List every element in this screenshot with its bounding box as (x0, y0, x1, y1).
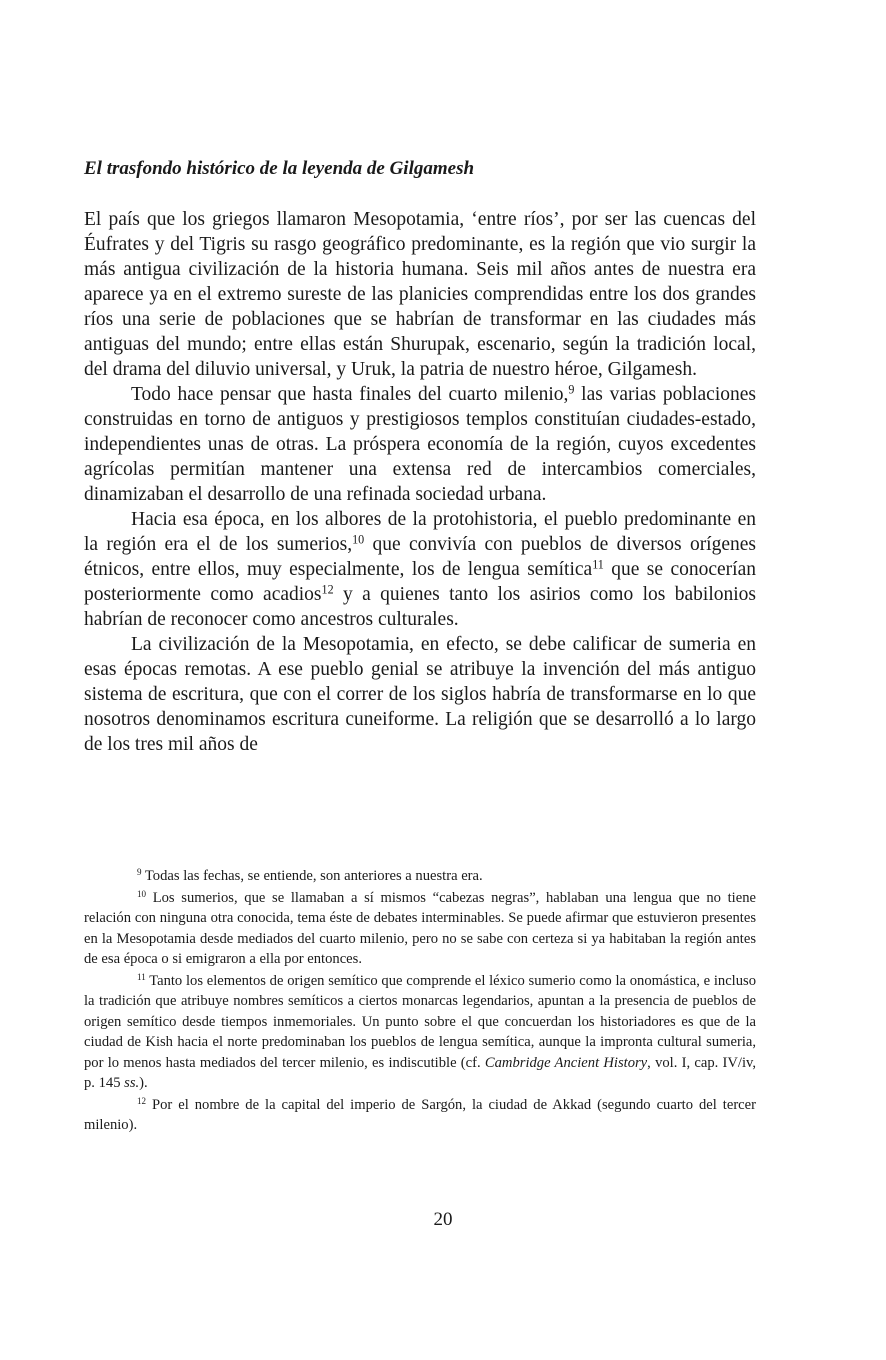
footnote-ref-11: 11 (592, 557, 604, 572)
main-text (84, 207, 756, 757)
footnotes (84, 866, 756, 1136)
footnote-ref-10: 10 (352, 532, 365, 547)
paragraph-1: El país que los griegos llamaron Mesopotamia, ‘entre ríos’, por ser las cuencas del Éufrates y del Tigris su rasgo geográfico predominante, es la región que vio surgir la más antigua civilización de la historia humana. Seis mil años antes de nuestra era aparece ya en el extremo sureste de las planicies comprendidas entre los dos grandes ríos una serie de poblaciones que se habrían de transformar en las ciudades más antiguas del mundo; entre ellas están Shurupak, escenario, según la tradición local, del drama del diluvio universal, y Uruk, la patria de nuestro héroe, Gilgamesh. (84, 209, 756, 380)
footnote-ref-9: 9 (568, 382, 575, 397)
footnote-11: $^{11}$ Tanto los elementos de origen semítico que comprende el léxico sumerio como la onomástica, e incluso la tradición que atribuye nombres semíticos a ciertos monarcas legendarios, apuntan a la presencia de pueblos de origen semítico desde tiempos inmemoriales. Un punto sobre el que concuerdan los historiadores es que de la ciudad de Kish hacia el norte predominaban los pueblos de lengua semítica, aunque la impronta cultural sumeria, por lo menos hasta mediados del tercer milenio, es indiscutible (cf. Cambridge Ancient History, vol. I, cap. IV/iv, p. 145 ss.). (84, 971, 757, 1091)
paragraph-2: Todo hace pensar que hasta finales del cuarto milenio,$^9$ las varias poblaciones construidas en torno de antiguos y prestigiosos templos constituían ciudades-estado, independientes unas de otras. La próspera economía de la región, cuyos excedentes agrícolas permitían mantener una extensa red de intercambios comerciales, dinamizaban el desarrollo de una refinada sociedad urbana. (84, 382, 756, 505)
page-number: 20 (433, 1209, 453, 1230)
book-title: Cambridge Ancient History (484, 1054, 648, 1071)
footnote-10: $^{10}$ Los sumerios, que se llamaban a sí mismos “cabezas negras”, hablaban una lengua que no tiene relación con ninguna otra conocida, tema éste de debates interminables. Se puede afirmar que estuvieron presentes en la Mesopotamia desde mediados del cuarto milenio, pero no se sabe con certeza si ya habitaban la región antes de esa época o si emigraron a ella por entonces. (84, 888, 756, 967)
footnote-9: $^9$ Todas las fechas, se entiende, son anteriores a nuestra era. (137, 867, 483, 884)
footnote-12: $^{12}$ Por el nombre de la capital del imperio de Sargón, la ciudad de Akkad (segundo cuarto del tercer milenio). (84, 1095, 756, 1133)
footnote-ref-12: 12 (321, 582, 334, 597)
paragraph-4: La civilización de la Mesopotamia, en efecto, se debe calificar de sumeria en esas épocas remotas. A ese pueblo genial se atribuye la invención del más antiguo sistema de escritura, que con el correr de los siglos habría de transformarse en lo que nosotros denominamos escritura cuneiforme. La religión que se desarrolló a lo largo de los tres mil años de (84, 634, 756, 755)
section-title: El trasfondo histórico de la leyenda de Gilgamesh (84, 158, 475, 179)
paragraph-3: Hacia esa época, en los albores de la protohistoria, el pueblo predominante en la región era el de los sumerios,$^{10}$ que convivía con pueblos de diversos orígenes étnicos, entre ellos, muy especialmente, los de lengua semítica$^{11}$ que se conocerían posteriormente como acadios$^{12}$ y a quienes tanto los asirios como los babilonios habrían de reconocer como ancestros culturales. (84, 509, 756, 630)
